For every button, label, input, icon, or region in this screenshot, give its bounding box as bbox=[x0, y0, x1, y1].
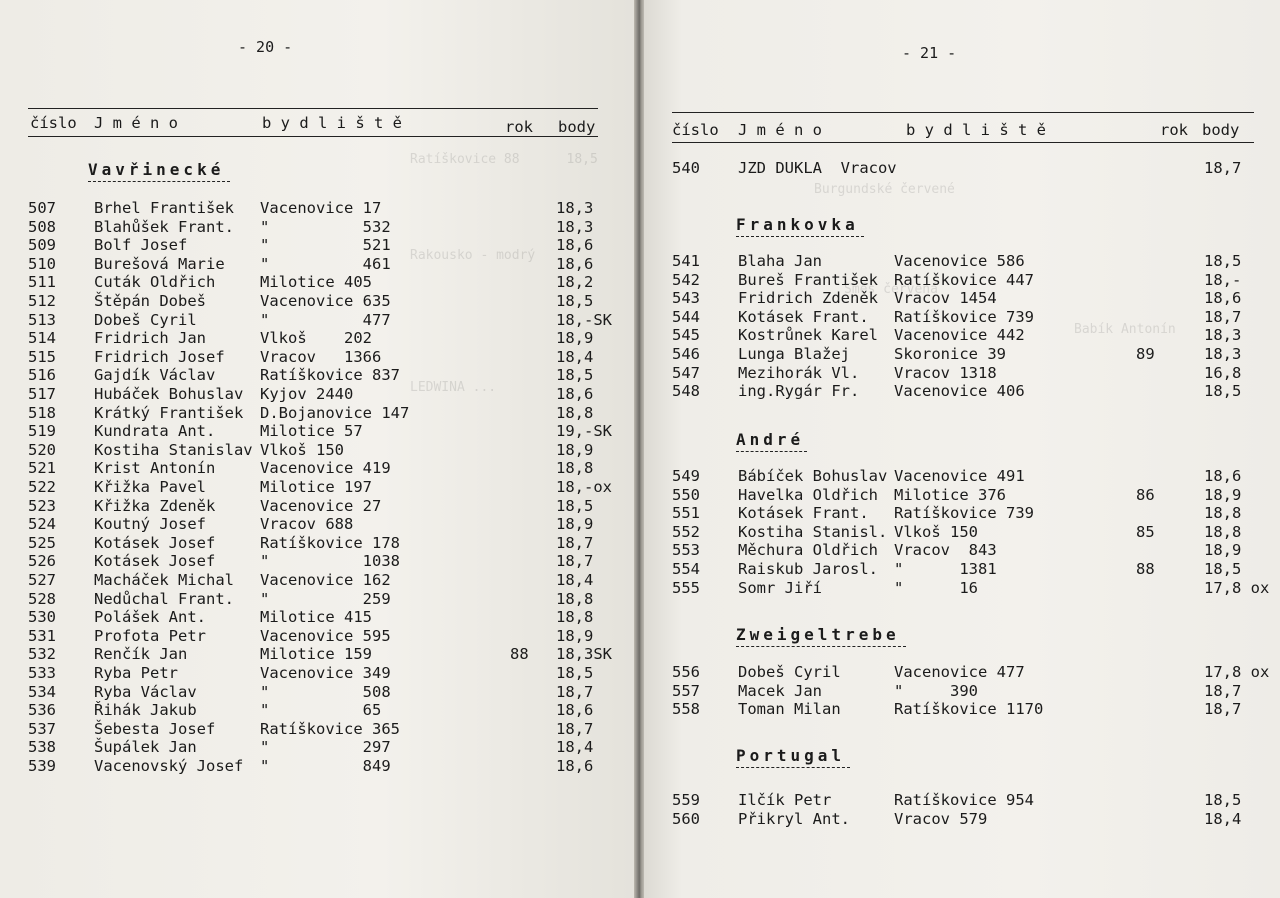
entry-rok: 88 bbox=[1136, 560, 1155, 578]
list-item bbox=[644, 560, 1280, 578]
list-item bbox=[644, 504, 1280, 522]
list-item bbox=[0, 348, 636, 366]
list-item bbox=[644, 523, 1280, 541]
list-item bbox=[644, 271, 1280, 289]
entry-number: 556 bbox=[672, 663, 700, 681]
section-underline bbox=[736, 646, 906, 647]
list-item bbox=[644, 541, 1280, 559]
entry-body: 18,8 bbox=[556, 403, 594, 422]
entry-number: 553 bbox=[672, 541, 700, 560]
entry-name: Macek Jan bbox=[738, 681, 822, 700]
entry-name: Profota Petr bbox=[94, 626, 206, 645]
entry-body: 18,7 bbox=[1204, 159, 1242, 177]
entry-address: Ratíškovice 365 bbox=[260, 719, 400, 738]
entry-address: " 1038 bbox=[260, 552, 400, 571]
entry-body: 18,8 bbox=[1204, 504, 1242, 523]
entry-body: 18,4 bbox=[556, 571, 594, 589]
entry-name: Křižka Zdeněk bbox=[94, 496, 216, 515]
entry-address: Ratíškovice 739 bbox=[894, 504, 1034, 523]
entry-address: Vracov 1366 bbox=[260, 347, 382, 366]
entry-name: Fridrich Jan bbox=[94, 329, 206, 348]
list-item bbox=[0, 720, 636, 738]
entry-number: 519 bbox=[28, 422, 56, 441]
list-item bbox=[644, 252, 1280, 270]
entry-number: 557 bbox=[672, 681, 700, 700]
entry-body: 18,5 bbox=[1204, 252, 1242, 270]
entry-rok: 85 bbox=[1136, 522, 1155, 541]
entry-address: Vlkoš 202 bbox=[260, 329, 372, 348]
entry-address: " 461 bbox=[260, 254, 391, 273]
entry-body: 18,5 bbox=[556, 664, 594, 682]
entry-number: 547 bbox=[672, 363, 700, 382]
list-item bbox=[644, 345, 1280, 363]
entry-name: Bábíček Bohuslav bbox=[738, 467, 888, 485]
section-underline bbox=[736, 236, 864, 237]
entry-name: Brhel František bbox=[94, 199, 234, 217]
entry-number: 518 bbox=[28, 403, 56, 422]
entry-name: Fridrich Josef bbox=[94, 347, 225, 366]
entry-body: 18,9 bbox=[556, 329, 594, 348]
entry-body: 18,8 bbox=[556, 608, 594, 627]
entry-name: Křižka Pavel bbox=[94, 478, 206, 496]
list-item bbox=[644, 700, 1280, 718]
entry-name: Ryba Petr bbox=[94, 664, 178, 682]
list-item bbox=[644, 159, 1280, 177]
entry-body: 18,-SK bbox=[556, 310, 612, 329]
entry-name: Lunga Blažej bbox=[738, 345, 850, 363]
list-item bbox=[0, 459, 636, 477]
entry-body: 18,- bbox=[1204, 270, 1242, 289]
entry-number: 551 bbox=[672, 504, 700, 523]
entry-address: D.Bojanovice 147 bbox=[260, 403, 410, 422]
entry-address: Vacenovice 162 bbox=[260, 571, 391, 589]
entry-address: " 521 bbox=[260, 236, 391, 255]
entry-rok: 89 bbox=[1136, 345, 1155, 363]
entry-name: Cuták Oldřich bbox=[94, 273, 216, 292]
entry-address: " 1381 bbox=[894, 560, 997, 578]
section-title: Zweigeltrebe bbox=[736, 625, 900, 644]
entry-body: 18,8 bbox=[556, 589, 594, 608]
list-item bbox=[0, 441, 636, 459]
entry-number: 508 bbox=[28, 217, 56, 236]
list-item bbox=[0, 404, 636, 422]
header-cislo: číslo bbox=[672, 121, 719, 139]
entry-number: 533 bbox=[28, 664, 56, 682]
entry-body: 18,3SK bbox=[556, 645, 612, 664]
entry-address: Vacenovice 595 bbox=[260, 626, 391, 645]
entry-address: " 477 bbox=[260, 310, 391, 329]
header-bydliste: b y d l i š t ě bbox=[262, 114, 402, 132]
entry-address: " 508 bbox=[260, 682, 391, 701]
entry-name: Ryba Václav bbox=[94, 682, 197, 701]
header-top-rule bbox=[28, 108, 598, 109]
entry-number: 523 bbox=[28, 496, 56, 515]
section-title: André bbox=[736, 430, 805, 449]
entry-number: 522 bbox=[28, 478, 56, 496]
entry-number: 511 bbox=[28, 273, 56, 292]
entry-body: 19,-SK bbox=[556, 422, 612, 441]
entry-number: 540 bbox=[672, 159, 700, 177]
entry-name: Kotásek Frant. bbox=[738, 307, 869, 326]
entry-address: Kyjov 2440 bbox=[260, 385, 354, 403]
entry-number: 525 bbox=[28, 533, 56, 552]
header-rok: rok bbox=[1160, 121, 1188, 139]
entry-address: Vracov 1454 bbox=[894, 289, 997, 308]
entry-address: Ratíškovice 447 bbox=[894, 270, 1034, 289]
list-item bbox=[644, 579, 1280, 597]
entry-address: Vacenovice 635 bbox=[260, 292, 391, 310]
entry-name: Koutný Josef bbox=[94, 515, 206, 534]
entry-name: Kostiha Stanislav bbox=[94, 440, 253, 459]
entry-number: 537 bbox=[28, 719, 56, 738]
entry-name: Gajdík Václav bbox=[94, 366, 216, 385]
entry-body: 18,9 bbox=[556, 515, 594, 534]
entry-address: Milotice 376 bbox=[894, 485, 1006, 504]
entry-number: 545 bbox=[672, 326, 700, 345]
entry-address: Milotice 405 bbox=[260, 273, 372, 292]
entry-name: Blahůšek Frant. bbox=[94, 217, 234, 236]
list-item bbox=[644, 289, 1280, 307]
entry-number: 517 bbox=[28, 385, 56, 403]
entry-number: 514 bbox=[28, 329, 56, 348]
entry-address: " 65 bbox=[260, 701, 382, 720]
list-item bbox=[0, 664, 636, 682]
entry-number: 550 bbox=[672, 485, 700, 504]
entry-address: Skoronice 39 bbox=[894, 345, 1006, 363]
entry-body: 18,-ox bbox=[556, 478, 612, 496]
list-item bbox=[644, 663, 1280, 681]
entry-name: Šebesta Josef bbox=[94, 719, 216, 738]
list-item bbox=[0, 255, 636, 273]
entry-name: Ilčík Petr bbox=[738, 791, 832, 809]
list-item bbox=[0, 366, 636, 384]
entry-number: 527 bbox=[28, 571, 56, 589]
entry-name: Polášek Ant. bbox=[94, 608, 206, 627]
entry-body: 18,3 bbox=[1204, 345, 1242, 363]
entry-name: Kostrůnek Karel bbox=[738, 326, 878, 345]
entry-body: 16,8 bbox=[1204, 363, 1242, 382]
entry-address: " 390 bbox=[894, 681, 978, 700]
entry-number: 507 bbox=[28, 199, 56, 217]
entry-number: 546 bbox=[672, 345, 700, 363]
entry-address: Vracov 579 bbox=[894, 809, 988, 828]
entry-address: Vacenovice 477 bbox=[894, 663, 1025, 681]
entry-address: Ratíškovice 739 bbox=[894, 307, 1034, 326]
entry-name: Somr Jiří bbox=[738, 578, 822, 597]
entry-rok: 88 bbox=[510, 645, 529, 664]
page-number: - 20 - bbox=[238, 38, 293, 56]
entry-number: 560 bbox=[672, 809, 700, 828]
entry-number: 534 bbox=[28, 682, 56, 701]
list-item bbox=[644, 810, 1280, 828]
entry-name: Dobeš Cyril bbox=[738, 663, 841, 681]
entry-address: " 532 bbox=[260, 217, 391, 236]
right-page: Burgundské červené Směs červená Babík Antonín - 21 - číslo J m é n o b y d l i š t ě rok body 540 JZD DUKLA Vracov 18,7 Frankovka 541 Blaha Jan Vacenovice 586 18,5 542 Bureš František Ratíškovice 447 18,- 543 Fridrich Zdeněk Vracov 1454 18,6 544 Kotásek Frant. Ratíškovice 739 18,7 545 Kostrůnek Karel Vacenovice 442 18,3 546 Lunga Blažej Skoronice 39 89 18,3 547 Mezihorák Vl. Vracov 1318 16,8 548 ing.Rygár Fr. Vacenovice 406 18,5 André 549 Bábíček Bohuslav Vacenovice 491 18,6 550 Havelka Oldřich Milotice 376 86 18,9 551 Kotásek Frant. Ratíškovice 739 18,8 552 Kostiha Stanisl. Vlkoš 150 85 18,8 553 Měchura Oldřich Vracov 843 18,9 554 Raiskub Jarosl. " 1381 88 18,5 555 Somr Jiří " 16 17,8 ox Zweigeltrebe 556 Dobeš Cyril Vacenovice 477 17,8 ox 557 Macek Jan " 390 18,7 558 Toman Milan Ratíškovice 1170 18,7 Portugal 559 Ilčík Petr Ratíškovice 954 18,5 560 Přikryl Ant. Vracov 579 18,4 bbox=[644, 0, 1280, 898]
list-item bbox=[0, 497, 636, 515]
entry-address: " 259 bbox=[260, 589, 391, 608]
entry-address: Milotice 415 bbox=[260, 608, 372, 627]
entry-address: Vracov 1318 bbox=[894, 363, 997, 382]
entry-number: 516 bbox=[28, 366, 56, 385]
entry-body: 17,8 ox bbox=[1204, 663, 1270, 681]
entry-address: Vacenovice 27 bbox=[260, 496, 382, 515]
header-rok: rok bbox=[505, 118, 533, 136]
entry-name: Krist Antonín bbox=[94, 459, 216, 478]
list-item bbox=[644, 308, 1280, 326]
entry-name: Havelka Oldřich bbox=[738, 485, 878, 504]
list-item bbox=[0, 608, 636, 626]
entry-number: 530 bbox=[28, 608, 56, 627]
entry-body: 18,6 bbox=[556, 757, 594, 775]
entry-number: 559 bbox=[672, 791, 700, 809]
list-item bbox=[0, 534, 636, 552]
entry-body: 18,3 bbox=[1204, 326, 1242, 345]
entry-body: 18,5 bbox=[1204, 560, 1242, 578]
entry-body: 18,6 bbox=[1204, 289, 1242, 308]
page-number: - 21 - bbox=[902, 44, 957, 62]
entry-rok: 86 bbox=[1136, 485, 1155, 504]
entry-number: 513 bbox=[28, 310, 56, 329]
entry-number: 558 bbox=[672, 700, 700, 719]
list-item bbox=[0, 218, 636, 236]
entry-number: 509 bbox=[28, 236, 56, 255]
entry-name: Kostiha Stanisl. bbox=[738, 522, 888, 541]
list-item bbox=[644, 682, 1280, 700]
section-title: Vavřinecké bbox=[88, 160, 225, 179]
entry-name: Bureš František bbox=[738, 270, 878, 289]
list-item bbox=[0, 738, 636, 756]
header-bydliste: b y d l i š t ě bbox=[906, 121, 1046, 139]
entry-name: Macháček Michal bbox=[94, 571, 234, 589]
entry-body: 18,5 bbox=[1204, 791, 1242, 809]
entry-name: Krátký František bbox=[94, 403, 244, 422]
list-item bbox=[0, 683, 636, 701]
entry-number: 542 bbox=[672, 270, 700, 289]
header-bottom-rule bbox=[672, 142, 1254, 143]
entry-body: 18,9 bbox=[556, 440, 594, 459]
entry-name: Šupálek Jan bbox=[94, 738, 197, 757]
entry-address: Vlkoš 150 bbox=[260, 440, 344, 459]
entry-number: 526 bbox=[28, 552, 56, 571]
entry-address: Milotice 159 bbox=[260, 645, 372, 664]
section-title: Frankovka bbox=[736, 215, 859, 234]
list-item bbox=[0, 590, 636, 608]
list-item bbox=[644, 382, 1280, 400]
entry-address: Vacenovice 419 bbox=[260, 459, 391, 478]
entry-number: 552 bbox=[672, 522, 700, 541]
entry-name: ing.Rygár Fr. bbox=[738, 382, 860, 401]
header-top-rule bbox=[672, 112, 1254, 113]
list-item bbox=[644, 791, 1280, 809]
list-item bbox=[0, 478, 636, 496]
entry-name: Fridrich Zdeněk bbox=[738, 289, 878, 308]
list-item bbox=[0, 552, 636, 570]
entry-body: 18,7 bbox=[1204, 307, 1242, 326]
entry-name: Mezihorák Vl. bbox=[738, 363, 860, 382]
entry-address: Vracov 843 bbox=[894, 541, 997, 560]
entry-name: Kotásek Josef bbox=[94, 552, 216, 571]
entry-address: Milotice 57 bbox=[260, 422, 363, 441]
entry-name: Burešová Marie bbox=[94, 254, 225, 273]
header-body: body bbox=[558, 118, 596, 136]
entry-number: 520 bbox=[28, 440, 56, 459]
entry-body: 18,7 bbox=[1204, 700, 1242, 719]
entry-number: 538 bbox=[28, 738, 56, 757]
entry-number: 555 bbox=[672, 578, 700, 597]
entry-address: Ratíškovice 954 bbox=[894, 791, 1034, 809]
entry-name: Blaha Jan bbox=[738, 252, 822, 270]
entry-address: Vacenovice 17 bbox=[260, 199, 382, 217]
entry-name: Raiskub Jarosl. bbox=[738, 560, 878, 578]
entry-name: JZD DUKLA Vracov bbox=[738, 159, 897, 177]
entry-name: Přikryl Ant. bbox=[738, 809, 850, 828]
entry-name: Štěpán Dobeš bbox=[94, 292, 206, 310]
entry-body: 18,6 bbox=[1204, 467, 1242, 485]
list-item bbox=[0, 627, 636, 645]
entry-address: Vlkoš 150 bbox=[894, 522, 978, 541]
entry-body: 18,7 bbox=[1204, 681, 1242, 700]
entry-number: 548 bbox=[672, 382, 700, 401]
entry-body: 18,5 bbox=[1204, 382, 1242, 401]
entry-name: Dobeš Cyril bbox=[94, 310, 197, 329]
entry-address: Vacenovice 442 bbox=[894, 326, 1025, 345]
section-underline bbox=[736, 451, 807, 452]
entry-body: 18,8 bbox=[556, 459, 594, 478]
entry-address: Ratíškovice 1170 bbox=[894, 700, 1044, 719]
left-page: Ratíškovice 88 18,5 Rakousko - modrý LEDWINA ... - 20 - číslo J m é n o b y d l i š t ě rok body Vavřinecké 507 Brhel František Vacenovice 17 18,3 508 Blahůšek Frant. " 532 18,3 509 Bolf Josef " 521 18,6 510 Burešová Marie " 461 18,6 511 Cuták Oldřich Milotice 405 18,2 512 Štěpán Dobeš Vacenovice 635 18,5 513 Dobeš Cyril " 477 18,-SK 514 Fridrich Jan Vlkoš 202 18,9 515 Fridrich Josef Vracov 1366 18,4 516 Gajdík Václav Ratíškovice 837 18,5 517 Hubáček Bohuslav Kyjov 2440 18,6 518 Krátký František D.Bojanovice 147 18,8 519 Kundrata Ant. Milotice 57 19,-SK 520 Kostiha Stanislav Vlkoš 150 18,9 521 Krist Antonín Vacenovice 419 18,8 522 Křižka Pavel Milotice 197 18,-ox 523 Křižka Zdeněk Vacenovice 27 18,5 524 Koutný Josef Vracov 688 18,9 525 Kotásek Josef Ratíškovice 178 18,7 526 Kotásek Josef " 1038 18,7 527 Macháček Michal Vacenovice 162 18,4 528 Nedůchal Frant. " 259 18,8 530 Polášek Ant. Milotice 415 18,8 531 Profota Petr Vacenovice 595 18,9 532 Renčík Jan Milotice 159 88 18,3SK 533 Ryba Petr Vacenovice 349 18,5 534 Ryba Václav " 508 18,7 536 Řihák Jakub " 65 18,6 537 Šebesta Josef Ratíškovice 365 18,7 538 Šupálek Jan " 297 18,4 539 Vacenovský Josef " 849 18,6 bbox=[0, 0, 636, 898]
header-jmeno: J m é n o bbox=[94, 114, 178, 132]
list-item bbox=[0, 571, 636, 589]
list-item bbox=[0, 385, 636, 403]
list-item bbox=[0, 422, 636, 440]
entry-body: 18,4 bbox=[556, 738, 594, 757]
entry-number: 528 bbox=[28, 589, 56, 608]
list-item bbox=[0, 273, 636, 291]
list-item bbox=[644, 486, 1280, 504]
entry-address: Ratíškovice 837 bbox=[260, 366, 400, 385]
header-body: body bbox=[1202, 121, 1240, 139]
entry-body: 18,3 bbox=[556, 199, 594, 217]
entry-name: Měchura Oldřich bbox=[738, 541, 878, 560]
entry-body: 18,6 bbox=[556, 254, 594, 273]
entry-body: 18,5 bbox=[556, 366, 594, 385]
entry-address: Milotice 197 bbox=[260, 478, 372, 496]
section-underline bbox=[88, 181, 230, 182]
entry-number: 539 bbox=[28, 757, 56, 775]
entry-number: 524 bbox=[28, 515, 56, 534]
entry-body: 18,4 bbox=[556, 347, 594, 366]
entry-name: Bolf Josef bbox=[94, 236, 188, 255]
entry-number: 515 bbox=[28, 347, 56, 366]
entry-address: " 297 bbox=[260, 738, 391, 757]
entry-number: 510 bbox=[28, 254, 56, 273]
entry-number: 549 bbox=[672, 467, 700, 485]
entry-body: 18,7 bbox=[556, 682, 594, 701]
entry-body: 18,3 bbox=[556, 217, 594, 236]
entry-body: 18,8 bbox=[1204, 522, 1242, 541]
list-item bbox=[0, 311, 636, 329]
entry-name: Vacenovský Josef bbox=[94, 757, 244, 775]
list-item bbox=[644, 364, 1280, 382]
entry-name: Kotásek Frant. bbox=[738, 504, 869, 523]
entry-name: Řihák Jakub bbox=[94, 701, 197, 720]
list-item bbox=[0, 757, 636, 775]
entry-address: Vracov 688 bbox=[260, 515, 354, 534]
entry-name: Renčík Jan bbox=[94, 645, 188, 664]
entry-body: 18,9 bbox=[1204, 485, 1242, 504]
entry-number: 512 bbox=[28, 292, 56, 310]
header-bottom-rule bbox=[28, 136, 598, 137]
entry-address: " 16 bbox=[894, 578, 978, 597]
entry-address: Vacenovice 406 bbox=[894, 382, 1025, 401]
entry-number: 532 bbox=[28, 645, 56, 664]
entry-body: 18,6 bbox=[556, 236, 594, 255]
entry-address: Vacenovice 349 bbox=[260, 664, 391, 682]
entry-body: 18,5 bbox=[556, 292, 594, 310]
list-item bbox=[644, 467, 1280, 485]
list-item bbox=[0, 645, 636, 663]
entry-number: 543 bbox=[672, 289, 700, 308]
entry-body: 18,9 bbox=[556, 626, 594, 645]
entry-number: 531 bbox=[28, 626, 56, 645]
entry-address: Vacenovice 491 bbox=[894, 467, 1025, 485]
list-item bbox=[0, 329, 636, 347]
entry-number: 541 bbox=[672, 252, 700, 270]
entry-name: Kotásek Josef bbox=[94, 533, 216, 552]
entry-body: 18,9 bbox=[1204, 541, 1242, 560]
header-cislo: číslo bbox=[30, 114, 77, 132]
header-jmeno: J m é n o bbox=[738, 121, 822, 139]
entry-body: 18,6 bbox=[556, 701, 594, 720]
entry-number: 521 bbox=[28, 459, 56, 478]
entry-address: " 849 bbox=[260, 757, 391, 775]
entry-name: Hubáček Bohuslav bbox=[94, 385, 244, 403]
entry-name: Toman Milan bbox=[738, 700, 841, 719]
entry-name: Nedůchal Frant. bbox=[94, 589, 234, 608]
list-item bbox=[0, 701, 636, 719]
entry-body: 18,7 bbox=[556, 533, 594, 552]
entry-body: 18,6 bbox=[556, 385, 594, 403]
list-item bbox=[644, 326, 1280, 344]
entry-body: 18,7 bbox=[556, 719, 594, 738]
list-item bbox=[0, 515, 636, 533]
entry-number: 544 bbox=[672, 307, 700, 326]
list-item bbox=[0, 199, 636, 217]
entry-address: Vacenovice 586 bbox=[894, 252, 1025, 270]
entry-number: 554 bbox=[672, 560, 700, 578]
entry-body: 18,7 bbox=[556, 552, 594, 571]
entry-address: Ratíškovice 178 bbox=[260, 533, 400, 552]
list-item bbox=[0, 292, 636, 310]
list-item bbox=[0, 236, 636, 254]
section-underline bbox=[736, 767, 850, 768]
entry-body: 18,4 bbox=[1204, 809, 1242, 828]
section-title: Portugal bbox=[736, 746, 846, 765]
entry-number: 536 bbox=[28, 701, 56, 720]
entry-name: Kundrata Ant. bbox=[94, 422, 216, 441]
entry-body: 17,8 ox bbox=[1204, 578, 1270, 597]
entry-body: 18,2 bbox=[556, 273, 594, 292]
entry-body: 18,5 bbox=[556, 496, 594, 515]
